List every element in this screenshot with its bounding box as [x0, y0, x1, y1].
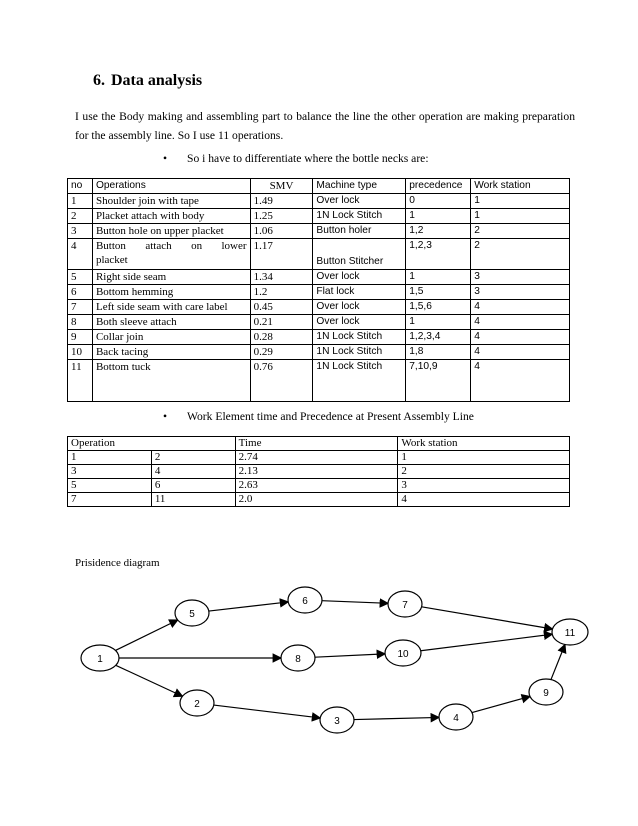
table-cell: Button Stitcher: [313, 239, 406, 270]
edge-1-2: [116, 665, 183, 696]
node-5: [175, 600, 209, 626]
table-cell: Collar join: [92, 330, 250, 345]
table-cell: 11: [68, 360, 93, 402]
table-cell: 3: [471, 285, 570, 300]
table-cell: 3: [471, 270, 570, 285]
node-10: [385, 640, 421, 666]
edge-1-5: [115, 620, 177, 650]
table-cell: 7: [68, 300, 93, 315]
table-cell: 11: [151, 493, 235, 507]
table-cell: 1.2: [250, 285, 313, 300]
table-cell: 1: [398, 451, 570, 465]
table-cell: Flat lock: [313, 285, 406, 300]
edge-5-6: [209, 602, 288, 611]
node-9: [529, 679, 563, 705]
table-cell: 6: [151, 479, 235, 493]
column-header: Machine type: [313, 179, 406, 194]
table-cell: 0.21: [250, 315, 313, 330]
table-cell: 2: [471, 239, 570, 270]
table-cell: 2.0: [235, 493, 398, 507]
table-cell: 2.63: [235, 479, 398, 493]
table-cell: 10: [68, 345, 93, 360]
column-header: SMV: [250, 179, 313, 194]
table-cell: 1N Lock Stitch: [313, 209, 406, 224]
node-label: 4: [453, 713, 459, 724]
table-cell: 4: [471, 300, 570, 315]
table-cell: 2: [471, 224, 570, 239]
edge-8-10: [315, 654, 385, 657]
table-cell: 1: [406, 270, 471, 285]
table-cell: 7,10,9: [406, 360, 471, 402]
edge-4-9: [472, 696, 530, 712]
table-cell: 8: [68, 315, 93, 330]
table-cell: 5: [68, 270, 93, 285]
node-11: [552, 619, 588, 645]
table-cell: 3: [68, 224, 93, 239]
table-cell: 1.34: [250, 270, 313, 285]
table-cell: 4: [151, 465, 235, 479]
table-cell: 1: [406, 209, 471, 224]
table-cell: 3: [398, 479, 570, 493]
bullet-icon: •: [163, 410, 168, 423]
node-4: [439, 704, 473, 730]
table-cell: 2.74: [235, 451, 398, 465]
edge-3-4: [354, 717, 439, 719]
edge-9-11: [551, 644, 565, 679]
table-cell: 1: [471, 194, 570, 209]
node-label: 11: [564, 628, 576, 639]
table-cell: 1: [406, 315, 471, 330]
table-cell: 0.76: [250, 360, 313, 402]
node-label: 9: [543, 688, 549, 699]
table-cell: 6: [68, 285, 93, 300]
table-cell: 2: [151, 451, 235, 465]
table-cell: 1N Lock Stitch: [313, 330, 406, 345]
table-cell: 4: [471, 315, 570, 330]
edge-7-11: [422, 607, 553, 629]
table-cell: 1,5,6: [406, 300, 471, 315]
table-cell: 4: [471, 360, 570, 402]
edge-2-3: [214, 705, 320, 718]
bullet-icon: •: [163, 152, 168, 165]
table-cell: 1: [68, 194, 93, 209]
table-cell: Bottom hemming: [92, 285, 250, 300]
table-cell: 9: [68, 330, 93, 345]
table-cell: 4: [471, 330, 570, 345]
table-cell: 2: [68, 209, 93, 224]
table-cell: 0.28: [250, 330, 313, 345]
table-cell: 0.29: [250, 345, 313, 360]
table-cell: 1: [471, 209, 570, 224]
table-cell: Both sleeve attach: [92, 315, 250, 330]
column-header: precedence: [406, 179, 471, 194]
node-6: [288, 587, 322, 613]
table-cell: Bottom tuck: [92, 360, 250, 402]
table-cell: Over lock: [313, 315, 406, 330]
section-title: Data analysis: [111, 72, 203, 89]
table-cell: Back tacing: [92, 345, 250, 360]
section-number: 6.: [93, 72, 105, 89]
table-cell: 5: [68, 479, 152, 493]
table-cell: 1.06: [250, 224, 313, 239]
diagram-title: Prisidence diagram: [75, 557, 160, 569]
table-cell: Left side seam with care label: [92, 300, 250, 315]
table-cell: 2: [398, 465, 570, 479]
table-cell: 1,2: [406, 224, 471, 239]
table-cell: 0.45: [250, 300, 313, 315]
node-2: [180, 690, 214, 716]
intro-paragraph: I use the Body making and assembling part to balance the line the other operation are making preparation for the assembly line. So I use 11 operations.: [75, 110, 575, 142]
node-label: 3: [334, 716, 340, 727]
table-cell: 1.25: [250, 209, 313, 224]
table-cell: Over lock: [313, 270, 406, 285]
node-label: 1: [97, 654, 103, 665]
table-cell: 2.13: [235, 465, 398, 479]
column-header: Work station: [398, 437, 570, 451]
node-label: 5: [189, 609, 195, 620]
table-cell: 4: [68, 239, 93, 270]
node-label: 8: [295, 654, 301, 665]
node-label: 7: [402, 600, 408, 611]
table-cell: 1.17: [250, 239, 313, 270]
node-label: 2: [194, 699, 200, 710]
table-cell: 4: [398, 493, 570, 507]
edge-6-7: [322, 601, 388, 604]
table-cell: 3: [68, 465, 152, 479]
table-cell: Over lock: [313, 194, 406, 209]
node-8: [281, 645, 315, 671]
table-cell: Button attach on lower placket: [92, 239, 250, 270]
node-label: 6: [302, 596, 308, 607]
table-cell: Shoulder join with tape: [92, 194, 250, 209]
table-cell: Placket attach with body: [92, 209, 250, 224]
table-cell: 1,2,3: [406, 239, 471, 270]
column-header: Time: [235, 437, 398, 451]
edge-10-11: [421, 634, 553, 651]
table-cell: Button hole on upper placket: [92, 224, 250, 239]
table-cell: Button holer: [313, 224, 406, 239]
node-1: [81, 645, 119, 671]
column-header: Work station: [471, 179, 570, 194]
node-3: [320, 707, 354, 733]
table-cell: 4: [471, 345, 570, 360]
node-label: 10: [397, 649, 409, 660]
table-cell: Right side seam: [92, 270, 250, 285]
table-cell: 1N Lock Stitch: [313, 360, 406, 402]
table-cell: Over lock: [313, 300, 406, 315]
table-cell: 1N Lock Stitch: [313, 345, 406, 360]
column-header: Operations: [92, 179, 250, 194]
table-cell: 1,8: [406, 345, 471, 360]
table-cell: 1,5: [406, 285, 471, 300]
table-cell: 1.49: [250, 194, 313, 209]
table-cell: 1,2,3,4: [406, 330, 471, 345]
table-cell: 7: [68, 493, 152, 507]
table-cell: 0: [406, 194, 471, 209]
column-header: no: [68, 179, 93, 194]
table-cell: 1: [68, 451, 152, 465]
node-7: [388, 591, 422, 617]
column-header: Operation: [68, 437, 236, 451]
